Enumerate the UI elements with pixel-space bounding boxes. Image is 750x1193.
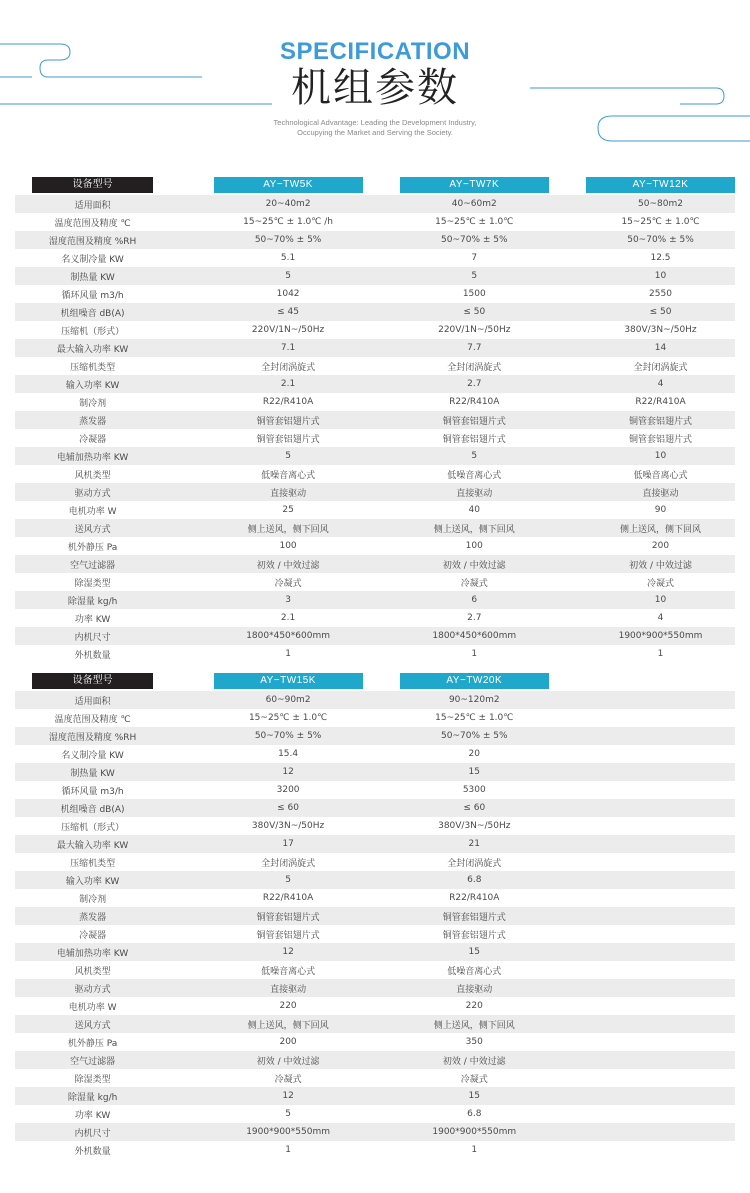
spec-value: 铜管套铝翅片式 (586, 429, 735, 447)
spec-value: 17 (214, 835, 363, 853)
spec-value: 5.1 (214, 249, 363, 267)
spec-value: 50~70% ± 5% (586, 231, 735, 249)
row-label: 外机数量 (15, 645, 170, 663)
spec-value: 10 (586, 267, 735, 285)
spec-value: 2.7 (400, 609, 549, 627)
spec-value: 铜管套铝翅片式 (214, 429, 363, 447)
row-label: 风机类型 (15, 961, 170, 979)
empty-cell (586, 979, 735, 997)
table-row (15, 231, 735, 249)
row-label: 除湿类型 (15, 573, 170, 591)
spec-value: 7.7 (400, 339, 549, 357)
spec-value: 15.4 (214, 745, 363, 763)
table-row (15, 357, 735, 375)
row-label: 名义制冷量 KW (15, 745, 170, 763)
spec-value: 12 (214, 1087, 363, 1105)
spec-value: 全封闭涡旋式 (400, 357, 549, 375)
row-label: 循环风量 m3/h (15, 781, 170, 799)
spec-value: 侧上送风，侧下回风 (214, 1015, 363, 1033)
spec-value: 铜管套铝翅片式 (400, 429, 549, 447)
spec-value: 全封闭涡旋式 (214, 853, 363, 871)
spec-value: 铜管套铝翅片式 (586, 411, 735, 429)
row-label: 冷凝器 (15, 925, 170, 943)
row-label: 湿度范围及精度 %RH (15, 231, 170, 249)
spec-value: 1042 (214, 285, 363, 303)
table-row (15, 303, 735, 321)
table-row (15, 645, 735, 663)
spec-value: 12 (214, 763, 363, 781)
table-header-row (15, 673, 735, 691)
spec-value: 6.8 (400, 1105, 549, 1123)
empty-cell (586, 889, 735, 907)
row-label: 机外静压 Pa (15, 537, 170, 555)
spec-value: 200 (214, 1033, 363, 1051)
empty-cell (586, 1015, 735, 1033)
tagline: Technological Advantage: Leading the Development Industry, Occupying the Market and Serving the Society. (273, 118, 477, 137)
table-row (15, 727, 735, 745)
spec-value: R22/R410A (214, 889, 363, 907)
spec-value: 初效 / 中效过滤 (214, 555, 363, 573)
empty-cell (586, 745, 735, 763)
row-label: 冷凝器 (15, 429, 170, 447)
row-label: 风机类型 (15, 465, 170, 483)
row-label: 蒸发器 (15, 907, 170, 925)
spec-value: R22/R410A (400, 393, 549, 411)
table-row (15, 943, 735, 961)
row-label: 最大输入功率 KW (15, 339, 170, 357)
spec-value: 低噪音离心式 (400, 465, 549, 483)
row-label: 压缩机类型 (15, 357, 170, 375)
spec-value: R22/R410A (214, 393, 363, 411)
empty-cell (586, 871, 735, 889)
spec-value: 冷凝式 (214, 1069, 363, 1087)
table-row (15, 763, 735, 781)
spec-value: 5 (214, 267, 363, 285)
spec-value: 15~25℃ ± 1.0℃ (214, 709, 363, 727)
table-row (15, 213, 735, 231)
row-label: 温度范围及精度 ℃ (15, 213, 170, 231)
spec-value: 3 (214, 591, 363, 609)
table-row (15, 339, 735, 357)
table-row (15, 429, 735, 447)
row-label: 驱动方式 (15, 979, 170, 997)
spec-value: 3200 (214, 781, 363, 799)
spec-value: 低噪音离心式 (214, 465, 363, 483)
spec-value: 40 (400, 501, 549, 519)
row-label: 温度范围及精度 ℃ (15, 709, 170, 727)
row-label: 除湿类型 (15, 1069, 170, 1087)
spec-value: 5 (214, 447, 363, 465)
table-row (15, 799, 735, 817)
spec-value: 2550 (586, 285, 735, 303)
table-row (15, 781, 735, 799)
row-label: 压缩机类型 (15, 853, 170, 871)
spec-value: 20 (400, 745, 549, 763)
table-row (15, 709, 735, 727)
spec-value: 直接驱动 (214, 483, 363, 501)
row-label: 功率 KW (15, 609, 170, 627)
table-header-row (15, 177, 735, 195)
row-label: 送风方式 (15, 1015, 170, 1033)
row-label: 机组噪音 dB(A) (15, 303, 170, 321)
spec-value: 2.1 (214, 609, 363, 627)
empty-cell (586, 925, 735, 943)
page-header (0, 38, 750, 138)
table-row (15, 997, 735, 1015)
table-row (15, 195, 735, 213)
spec-value: 全封闭涡旋式 (586, 357, 735, 375)
row-label: 输入功率 KW (15, 375, 170, 393)
table-row (15, 501, 735, 519)
row-label: 空气过滤器 (15, 1051, 170, 1069)
spec-value: 50~70% ± 5% (400, 727, 549, 745)
spec-value: 铜管套铝翅片式 (214, 411, 363, 429)
table-row (15, 1105, 735, 1123)
spec-value: ≤ 60 (214, 799, 363, 817)
spec-value: 20~40m2 (214, 195, 363, 213)
spec-value: 15 (400, 1087, 549, 1105)
spec-value: 380V/3N~/50Hz (586, 321, 735, 339)
row-label: 内机尺寸 (15, 1123, 170, 1141)
spec-value: 5 (214, 871, 363, 889)
table-row (15, 267, 735, 285)
empty-cell (586, 1105, 735, 1123)
device-model-label: 设备型号 (32, 673, 153, 689)
spec-value: 初效 / 中效过滤 (400, 1051, 549, 1069)
spec-value: 21 (400, 835, 549, 853)
spec-value: 1500 (400, 285, 549, 303)
spec-value: 5 (400, 267, 549, 285)
spec-value: ≤ 45 (214, 303, 363, 321)
spec-value: 12.5 (586, 249, 735, 267)
title-chinese: 机组参数 (291, 65, 459, 111)
empty-cell (586, 961, 735, 979)
spec-value: 1 (400, 645, 549, 663)
empty-cell (586, 799, 735, 817)
table-row (15, 393, 735, 411)
table-row (15, 321, 735, 339)
spec-value: 50~70% ± 5% (214, 231, 363, 249)
row-label: 湿度范围及精度 %RH (15, 727, 170, 745)
model-header: AY−TW12K (586, 177, 735, 193)
row-label: 机外静压 Pa (15, 1033, 170, 1051)
empty-cell (586, 817, 735, 835)
spec-value: 铜管套铝翅片式 (214, 907, 363, 925)
row-label: 机组噪音 dB(A) (15, 799, 170, 817)
spec-value: 侧上送风，侧下回风 (586, 519, 735, 537)
row-label: 适用面积 (15, 691, 170, 709)
spec-value: 100 (214, 537, 363, 555)
table-row (15, 447, 735, 465)
table-row (15, 1141, 735, 1159)
spec-value: 350 (400, 1033, 549, 1051)
table-row (15, 249, 735, 267)
spec-value: 1800*450*600mm (400, 627, 549, 645)
empty-cell (586, 1123, 735, 1141)
spec-value: 2.1 (214, 375, 363, 393)
spec-value: 铜管套铝翅片式 (400, 411, 549, 429)
spec-value: 50~70% ± 5% (400, 231, 549, 249)
spec-value: 低噪音离心式 (400, 961, 549, 979)
row-label: 除湿量 kg/h (15, 1087, 170, 1105)
empty-cell (586, 1087, 735, 1105)
spec-value: 铜管套铝翅片式 (400, 907, 549, 925)
empty-cell (586, 1051, 735, 1069)
table-row (15, 519, 735, 537)
spec-value: 50~80m2 (586, 195, 735, 213)
row-label: 适用面积 (15, 195, 170, 213)
row-label: 外机数量 (15, 1141, 170, 1159)
spec-value: 铜管套铝翅片式 (214, 925, 363, 943)
spec-value: 15~25℃ ± 1.0℃ (586, 213, 735, 231)
table-row (15, 871, 735, 889)
row-label: 电机功率 W (15, 501, 170, 519)
table-row (15, 285, 735, 303)
spec-value: 12 (214, 943, 363, 961)
spec-value: 冷凝式 (400, 1069, 549, 1087)
spec-value: 初效 / 中效过滤 (214, 1051, 363, 1069)
model-header: AY−TW15K (214, 673, 363, 689)
model-header: AY−TW7K (400, 177, 549, 193)
spec-value: 1 (400, 1141, 549, 1159)
table-row (15, 817, 735, 835)
spec-value: 冷凝式 (214, 573, 363, 591)
spec-value: 40~60m2 (400, 195, 549, 213)
row-label: 电辅加热功率 KW (15, 447, 170, 465)
row-label: 压缩机（形式） (15, 817, 170, 835)
spec-value: 1 (586, 645, 735, 663)
empty-cell (586, 943, 735, 961)
spec-value: 低噪音离心式 (586, 465, 735, 483)
table-row (15, 691, 735, 709)
row-label: 名义制冷量 KW (15, 249, 170, 267)
row-label: 空气过滤器 (15, 555, 170, 573)
spec-value: 6.8 (400, 871, 549, 889)
spec-value: ≤ 60 (400, 799, 549, 817)
spec-value: 直接驱动 (214, 979, 363, 997)
table-row (15, 1015, 735, 1033)
table-row (15, 979, 735, 997)
device-model-label: 设备型号 (32, 177, 153, 193)
empty-cell (586, 853, 735, 871)
empty-cell (586, 1069, 735, 1087)
model-header: AY−TW20K (400, 673, 549, 689)
table-row (15, 591, 735, 609)
table-row (15, 1087, 735, 1105)
spec-value: 4 (586, 609, 735, 627)
spec-value: 1900*900*550mm (400, 1123, 549, 1141)
spec-value: 直接驱动 (400, 483, 549, 501)
model-header: AY−TW5K (214, 177, 363, 193)
empty-cell (586, 907, 735, 925)
spec-value: 10 (586, 447, 735, 465)
empty-cell (586, 727, 735, 745)
table-row (15, 465, 735, 483)
spec-value: ≤ 50 (586, 303, 735, 321)
spec-value: 220V/1N~/50Hz (400, 321, 549, 339)
spec-value: 50~70% ± 5% (214, 727, 363, 745)
spec-value: 90~120m2 (400, 691, 549, 709)
spec-value: 220V/1N~/50Hz (214, 321, 363, 339)
spec-value: 380V/3N~/50Hz (214, 817, 363, 835)
empty-cell (586, 1033, 735, 1051)
spec-value: R22/R410A (586, 393, 735, 411)
row-label: 电辅加热功率 KW (15, 943, 170, 961)
spec-value: 15 (400, 763, 549, 781)
table-row (15, 555, 735, 573)
row-label: 最大输入功率 KW (15, 835, 170, 853)
spec-value: 100 (400, 537, 549, 555)
table-row (15, 889, 735, 907)
spec-value: 1 (214, 645, 363, 663)
table-row (15, 573, 735, 591)
spec-value: 5 (400, 447, 549, 465)
table-row (15, 483, 735, 501)
spec-value: 1800*450*600mm (214, 627, 363, 645)
spec-value: 7.1 (214, 339, 363, 357)
row-label: 送风方式 (15, 519, 170, 537)
spec-value: 10 (586, 591, 735, 609)
spec-value: 15~25℃ ± 1.0℃ (400, 709, 549, 727)
spec-value: 25 (214, 501, 363, 519)
spec-value: 1900*900*550mm (586, 627, 735, 645)
table-row (15, 627, 735, 645)
spec-value: 220 (400, 997, 549, 1015)
table-row (15, 1069, 735, 1087)
spec-value: ≤ 50 (400, 303, 549, 321)
spec-value: 14 (586, 339, 735, 357)
spec-table-2 (15, 673, 735, 1159)
row-label: 输入功率 KW (15, 871, 170, 889)
table-row (15, 835, 735, 853)
spec-value: 直接驱动 (400, 979, 549, 997)
row-label: 驱动方式 (15, 483, 170, 501)
table-row (15, 1051, 735, 1069)
empty-cell (586, 997, 735, 1015)
spec-value: 2.7 (400, 375, 549, 393)
spec-value: R22/R410A (400, 889, 549, 907)
spec-value: 15~25℃ ± 1.0℃ /h (214, 213, 363, 231)
row-label: 电机功率 W (15, 997, 170, 1015)
empty-cell (586, 781, 735, 799)
spec-value: 初效 / 中效过滤 (586, 555, 735, 573)
spec-value: 初效 / 中效过滤 (400, 555, 549, 573)
title-english: SPECIFICATION (279, 38, 471, 65)
empty-cell (586, 835, 735, 853)
row-label: 制热量 KW (15, 763, 170, 781)
empty-cell (586, 763, 735, 781)
spec-value: 4 (586, 375, 735, 393)
row-label: 制热量 KW (15, 267, 170, 285)
table-row (15, 1123, 735, 1141)
row-label: 除湿量 kg/h (15, 591, 170, 609)
spec-value: 全封闭涡旋式 (400, 853, 549, 871)
spec-value: 1900*900*550mm (214, 1123, 363, 1141)
spec-value: 380V/3N~/50Hz (400, 817, 549, 835)
spec-value: 侧上送风，侧下回风 (400, 519, 549, 537)
spec-value: 220 (214, 997, 363, 1015)
spec-value: 直接驱动 (586, 483, 735, 501)
spec-table-1 (15, 177, 735, 663)
spec-value: 侧上送风，侧下回风 (400, 1015, 549, 1033)
spec-value: 1 (214, 1141, 363, 1159)
table-row (15, 375, 735, 393)
spec-value: 200 (586, 537, 735, 555)
table-row (15, 925, 735, 943)
row-label: 内机尺寸 (15, 627, 170, 645)
table-row (15, 907, 735, 925)
spec-value: 侧上送风，侧下回风 (214, 519, 363, 537)
row-label: 压缩机（形式） (15, 321, 170, 339)
row-label: 制冷剂 (15, 889, 170, 907)
table-row (15, 411, 735, 429)
spec-value: 15~25℃ ± 1.0℃ (400, 213, 549, 231)
table-row (15, 745, 735, 763)
empty-cell (586, 709, 735, 727)
table-row (15, 853, 735, 871)
spec-value: 6 (400, 591, 549, 609)
spec-value: 低噪音离心式 (214, 961, 363, 979)
row-label: 制冷剂 (15, 393, 170, 411)
spec-value: 5 (214, 1105, 363, 1123)
table-row (15, 961, 735, 979)
table-row (15, 537, 735, 555)
spec-value: 90 (586, 501, 735, 519)
spec-value: 全封闭涡旋式 (214, 357, 363, 375)
table-row (15, 1033, 735, 1051)
spec-value: 60~90m2 (214, 691, 363, 709)
row-label: 循环风量 m3/h (15, 285, 170, 303)
row-label: 蒸发器 (15, 411, 170, 429)
spec-value: 15 (400, 943, 549, 961)
empty-cell (586, 1141, 735, 1159)
spec-value: 7 (400, 249, 549, 267)
spec-value: 冷凝式 (400, 573, 549, 591)
empty-cell (586, 691, 735, 709)
spec-value: 5300 (400, 781, 549, 799)
row-label: 功率 KW (15, 1105, 170, 1123)
table-row (15, 609, 735, 627)
spec-value: 冷凝式 (586, 573, 735, 591)
spec-value: 铜管套铝翅片式 (400, 925, 549, 943)
